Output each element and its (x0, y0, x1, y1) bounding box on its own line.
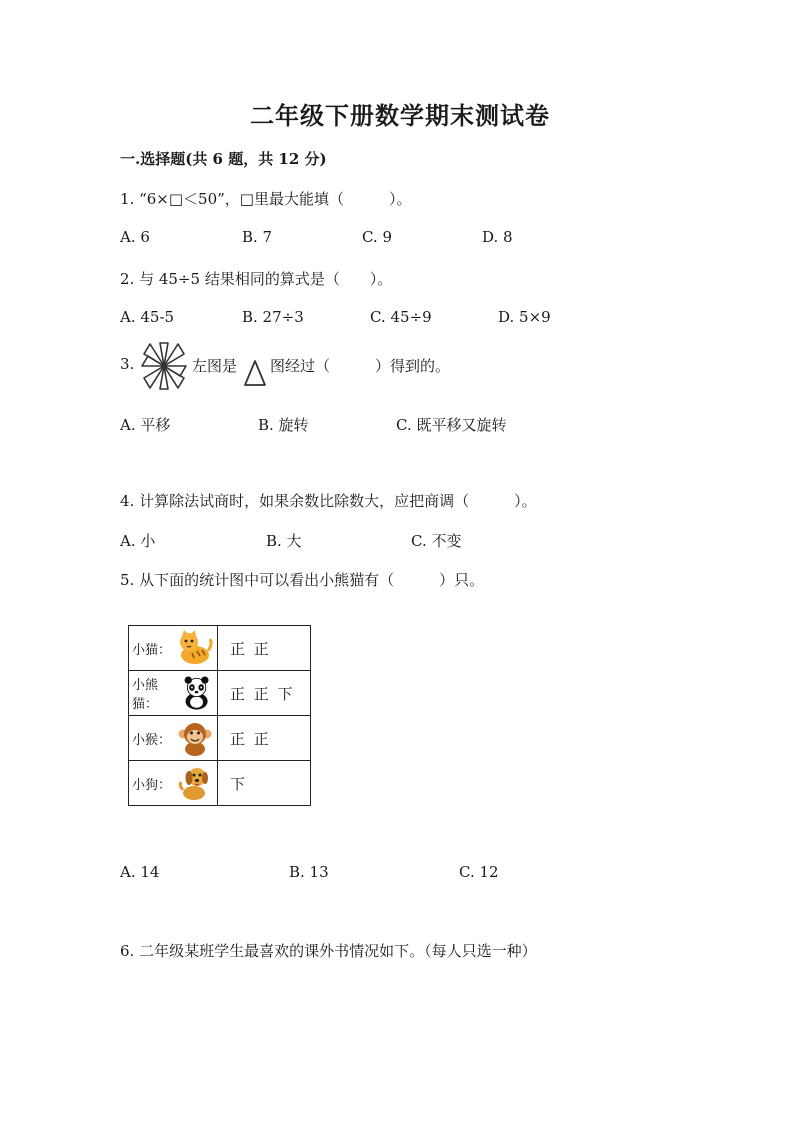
dog-icon (177, 764, 213, 802)
question-3-option-a: A. 平移 (120, 416, 171, 434)
triangle-figure-icon (242, 358, 268, 388)
question-3-option-c: C. 既平移又旋转 (396, 416, 507, 434)
question-3-text-a: 左图是 (192, 357, 238, 375)
question-4: 4. 计算除法试商时，如果余数比除数大，应把商调（ ）。 (120, 492, 537, 510)
question-6: 6. 二年级某班学生最喜欢的课外书情况如下。（每人只选一种） (120, 942, 537, 960)
table-row (129, 761, 311, 806)
panda-icon (180, 674, 213, 712)
table-row (129, 671, 311, 716)
question-5-option-c: C. 12 (459, 863, 499, 881)
tally-table (128, 625, 311, 806)
question-3-number: 3. (120, 355, 135, 373)
animal-label: 小猫： (132, 642, 172, 658)
question-2: 2. 与 45÷5 结果相同的算式是（ ）。 (120, 270, 393, 288)
question-1: 1. “6×□＜50”，□里最大能填（ ）。 (120, 190, 412, 208)
question-1-option-a: A. 6 (120, 228, 150, 246)
animal-label: 小熊猫： (132, 678, 159, 712)
question-3-text-b: 图经过（ ）得到的。 (270, 357, 451, 375)
question-1-option-c: C. 9 (362, 228, 393, 246)
question-2-option-c: C. 45÷9 (370, 308, 432, 326)
animal-label: 小猴： (132, 732, 172, 748)
question-2-option-d: D. 5×9 (498, 308, 551, 326)
section-heading: 一.选择题(共 6 题，共 12 分) (120, 150, 327, 168)
question-5-option-a: A. 14 (120, 863, 160, 881)
tally-value: 下 (218, 761, 311, 806)
question-4-option-a: A. 小 (120, 532, 156, 550)
question-2-option-b: B. 27÷3 (242, 308, 304, 326)
tally-value: 正 正 (218, 716, 311, 761)
question-3-option-b: B. 旋转 (258, 416, 309, 434)
question-4-option-c: C. 不变 (411, 532, 462, 550)
table-row (129, 716, 311, 761)
pinwheel-figure-icon (140, 342, 188, 390)
question-5: 5. 从下面的统计图中可以看出小熊猫有（ ）只。 (120, 571, 485, 589)
question-1-option-d: D. 8 (482, 228, 513, 246)
tally-value: 正 正 下 (218, 671, 311, 716)
question-5-option-b: B. 13 (289, 863, 329, 881)
page-title: 二年级下册数学期末测试卷 (250, 101, 550, 130)
tiger-cat-icon (177, 629, 213, 667)
table-row (129, 626, 311, 671)
question-1-option-b: B. 7 (242, 228, 273, 246)
monkey-icon (177, 719, 213, 757)
question-4-option-b: B. 大 (266, 532, 302, 550)
tally-value: 正 正 (218, 626, 311, 671)
animal-label: 小狗： (132, 777, 172, 793)
question-2-option-a: A. 45-5 (120, 308, 175, 326)
